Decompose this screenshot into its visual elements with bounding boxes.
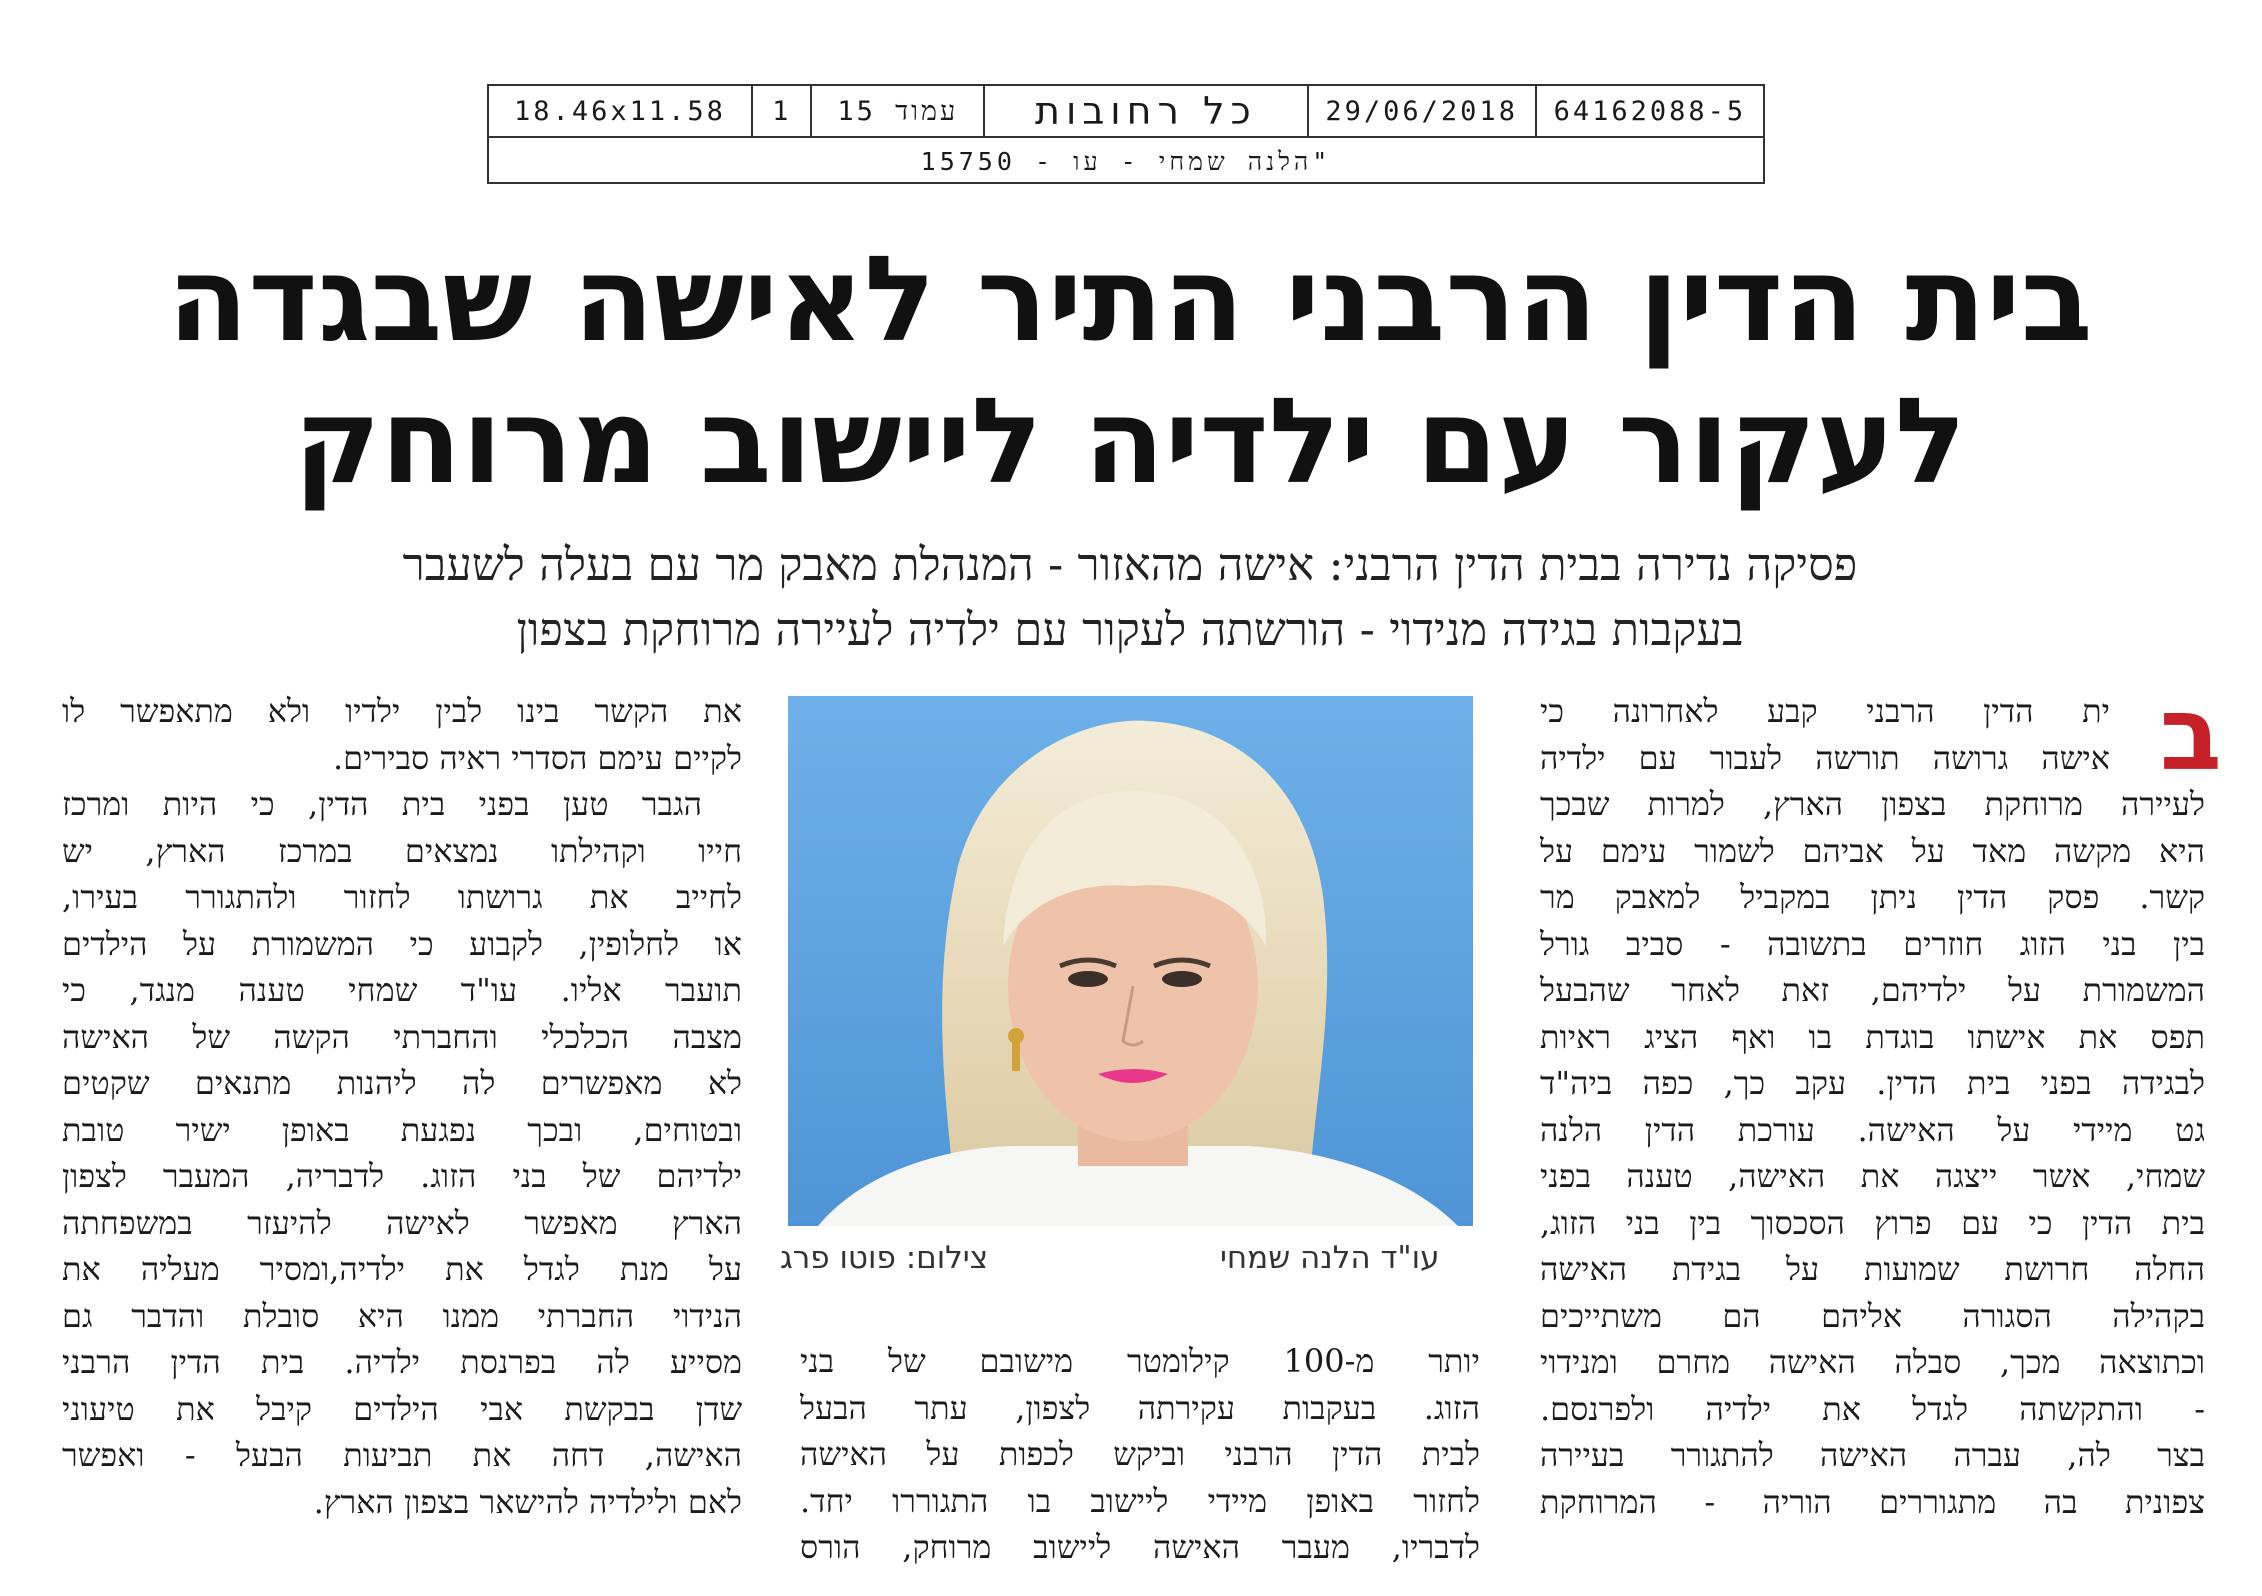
article-text-line: תפס את אישתו בוגדת בו ואף הציג ראיות [1540, 1017, 2205, 1056]
portrait-photo [788, 696, 1473, 1226]
article-text-line: יותר מ-100 קילומטר מישובם של בני [800, 1342, 1480, 1380]
article-column-middle [800, 1338, 1480, 1571]
article-text-line: שמחי, אשר ייצגה את האישה, טענה בפני [1540, 1157, 2205, 1195]
photo-credit: צילום: פוטו פרג [780, 1240, 989, 1276]
metadata-row [489, 86, 1763, 138]
article-text-line: לבגידה בפני בית הדין. עקב כך, כפה ביה"ד [1540, 1064, 2205, 1102]
article-text-line: מצבה הכלכלי והחברתי הקשה של האישה [62, 1017, 742, 1056]
article-column-right [1540, 688, 2205, 1525]
article-text-line: ובטוחים, ובכך נפגעת באופן ישיר טובת [62, 1110, 742, 1149]
article-text-line: בין בני הזוג חוזרים בתשובה - סביב גורל [1540, 924, 2205, 963]
article-text-line: הזוג. בעקבות עקירתה לצפון, עתר הבעל [800, 1388, 1480, 1427]
article-text-line: לחזור באופן מיידי ליישוב בו התגוררו יחד. [800, 1481, 1480, 1520]
article-text-line: גט מיידי על האישה. עורכת הדין הלנה [1540, 1110, 2205, 1149]
article-text-line: לעיירה מרוחקת בצפון הארץ, למרות שבכך [1540, 785, 2205, 823]
article-text-line: לאם ולילדיה להישאר בצפון הארץ. [313, 1482, 742, 1521]
article-text-line: לבית הדין הרבני וביקש לכפות על האישה [800, 1435, 1480, 1473]
clipping-metadata-box [487, 84, 1765, 184]
article-text-line: - והתקשתה לגדל את ילדיה ולפרנסם. [1540, 1389, 2205, 1428]
publication-date: 29/06/2018 [1309, 86, 1537, 136]
article-text-line: החלה חרושת שמועות על בגידת האישה [1540, 1250, 2205, 1288]
article-text-line: בצר לה, עברה האישה להתגורר בעיירה [1540, 1436, 2205, 1474]
article-text-line: תועבר אליו. עו"ד שמחי טענה מנגד, כי [62, 971, 742, 1009]
article-id: 64162088-5 [1553, 95, 1747, 127]
clipping-size: 18.46x11.58 [489, 86, 753, 136]
photo-caption-name: עו"ד הלנה שמחי [1220, 1240, 1440, 1276]
article-text-line: צפונית בה מתגוררים הוריה - המרוחקת [1540, 1482, 2205, 1521]
article-text-line: את הקשר בינו לבין ילדיו ולא מתאפשר לו [62, 692, 742, 730]
article-text-line: האישה, דחה את תביעות הבעל - ואפשר [62, 1436, 742, 1474]
article-text-line: לחייב את גרושתו לחזור ולהתגורר בעירו, [62, 878, 742, 916]
article-text-line: או לחלופין, לקבוע כי המשמורת על הילדים [62, 924, 742, 963]
headline-line-2: לעקור עם ילדיה ליישוב מרוחק [293, 372, 1967, 510]
article-text-line: הגבר טען בפני בית הדין, כי היות ומרכז [62, 785, 702, 823]
article-text-line: בקהילה הסגורה אליהם הם משתייכים [1540, 1296, 2205, 1335]
portrait-image [788, 696, 1473, 1226]
article-text-line: לא מאפשרים לה ליהנות מתנאים שקטים [62, 1064, 742, 1102]
client-reference: "הלנה שמחי - עו - 15750 [920, 147, 1332, 176]
article-text-line: לקיים עימם הסדרי ראיה סבירים. [332, 738, 742, 777]
article-text-line: ילדיהם של בני הזוג. לדבריה, המעבר לצפון [62, 1157, 742, 1195]
publication-name: כל רחובות [985, 86, 1308, 136]
article-text-line: הנידוי החברתי ממנו היא סובלת והדבר גם [62, 1296, 742, 1335]
article-column-left [62, 688, 742, 1525]
article-text-line: המשמורת על ילדיהם, זאת לאחר שהבעל [1540, 971, 2205, 1009]
article-text-line: מסייע לה בפרנסת ילדיה. בית הדין הרבני [62, 1343, 742, 1381]
subheadline-line-2: בעקבות בגידה מנידוי - הורשתה לעקור עם ילדיה לעיירה מרוחקת בצפון [516, 603, 1744, 656]
article-text-line: ית הדין הרבני קבע לאחרונה כי [1540, 692, 2110, 730]
article-text-line: אישה גרושה תורשה לעבור עם ילדיה [1540, 738, 2110, 777]
page-label: עמוד 15 [812, 86, 985, 136]
article-text-line: וכתוצאה מכך, סבלה האישה מחרם ומנידוי [1540, 1343, 2205, 1381]
article-text-line: הארץ מאפשר לאישה להיעזר במשפחתה [62, 1203, 742, 1242]
drop-cap: ב [2159, 675, 2222, 794]
article-text-line: בית הדין כי עם פרוץ הסכסוך בין בני הזוג, [1540, 1203, 2205, 1242]
page-count: 1 [753, 86, 813, 136]
article-text-line: שדן בבקשת אבי הילדים קיבל את טיעוני [62, 1389, 742, 1428]
article-text-line: קשר. פסק הדין ניתן במקביל למאבק מר [1540, 878, 2205, 916]
article-text-line: לדבריו, מעבר האישה ליישוב מרוחק, הורס [800, 1528, 1480, 1566]
article-text-line: היא מקשה מאד על אביהם לשמור עימם על [1540, 831, 2205, 870]
subheadline-line-1: פסיקה נדירה בבית הדין הרבני: אישה מהאזור - המנהלת מאבק מר עם בעלה לשעבר [402, 538, 1858, 591]
headline-line-1: בית הדין הרבני התיר לאישה שבגדה [167, 230, 2093, 368]
article-text-line: על מנת לגדל את ילדיה,ומסיר מעליה את [62, 1250, 742, 1288]
article-text-line: חייו וקהילתו נמצאים במרכז הארץ, יש [62, 831, 742, 870]
